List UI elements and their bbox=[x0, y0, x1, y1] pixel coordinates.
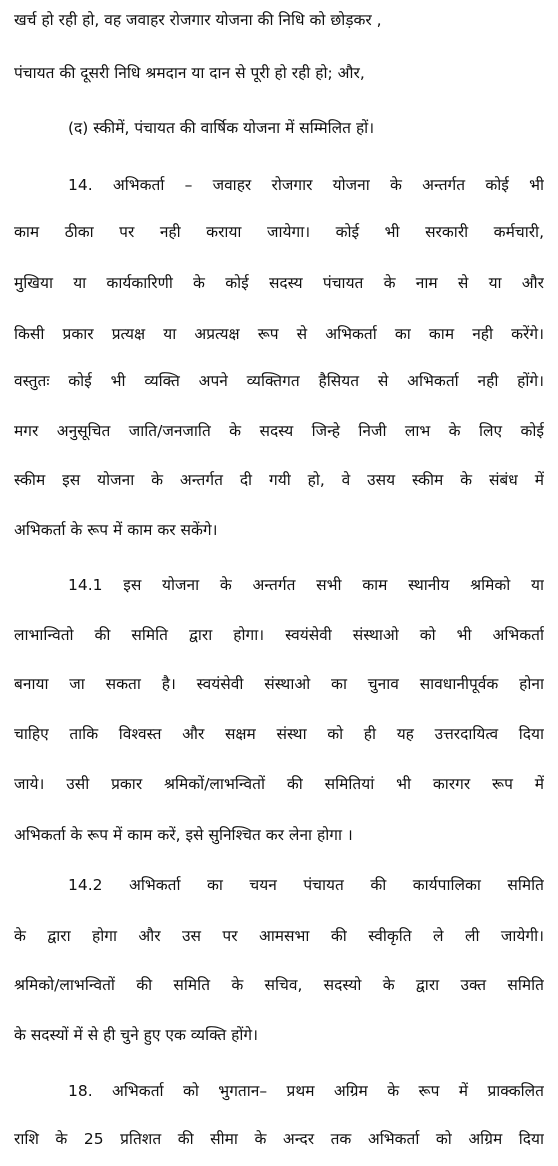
text-line: के सदस्यों में से ही चुने हुए एक व्यक्ति होंगे। bbox=[14, 1026, 258, 1044]
text-line: चाहिए ताकि विश्वस्त और सक्षम संस्था को ही यह उत्तरदायित्व दिया bbox=[14, 725, 544, 743]
text-line: लाभान्वितो की समिति द्वारा होगा। स्वयंसेवी संस्थाओ को भी अभिकर्ता bbox=[14, 626, 544, 644]
text-line: श्रमिको/लाभन्वितों की समिति के सचिव, सदस्यो के द्वारा उक्त समिति bbox=[14, 976, 544, 994]
text-line: के द्वारा होगा और उस पर आमसभा की स्वीकृति ले ली जायेगी। bbox=[14, 927, 544, 945]
text-line: किसी प्रकार प्रत्यक्ष या अप्रत्यक्ष रूप से अभिकर्ता का काम नही करेंगे। bbox=[14, 325, 544, 343]
text-line: जाये। उसी प्रकार श्रमिकों/लाभन्वितों की समितियां भी कारगर रूप में bbox=[14, 775, 544, 793]
text-line: खर्च हो रही हो, वह जवाहर रोजगार योजना की निधि को छोड़कर , bbox=[14, 11, 382, 29]
text-line: मगर अनुसूचित जाति/जनजाति के सदस्य जिन्हे निजी लाभ के लिए कोई bbox=[14, 422, 544, 440]
text-line: अभिकर्ता के रूप में काम कर सकेंगे। bbox=[14, 521, 218, 539]
paragraph-14-1-heading: 14.1 इस योजना के अन्तर्गत सभी काम स्थानीय श्रमिको या bbox=[68, 576, 544, 594]
paragraph-14-2-heading: 14.2 अभिकर्ता का चयन पंचायत की कार्यपालिका समिति bbox=[68, 876, 544, 894]
text-line: काम ठीका पर नही कराया जायेगा। कोई भी सरकारी कर्मचारी, bbox=[14, 223, 544, 241]
paragraph-18-heading: 18. अभिकर्ता को भुगतान– प्रथम अग्रिम के रूप में प्राक्कलित bbox=[68, 1082, 544, 1100]
text-line: पंचायत की दूसरी निधि श्रमदान या दान से पूरी हो रही हो; और, bbox=[14, 64, 365, 82]
text-line: अभिकर्ता के रूप में काम करें, इसे सुनिश्चित कर लेना होगा । bbox=[14, 826, 353, 844]
text-line: बनाया जा सकता है। स्वयंसेवी संस्थाओ का चुनाव सावधानीपूर्वक होना bbox=[14, 675, 544, 693]
text-line: वस्तुतः कोई भी व्यक्ति अपने व्यक्तिगत हैसियत से अभिकर्ता नही होंगे। bbox=[14, 372, 544, 390]
text-line: मुखिया या कार्यकारिणी के कोई सदस्य पंचायत के नाम से या और bbox=[14, 274, 544, 292]
text-line: स्कीम इस योजना के अन्तर्गत दी गयी हो, वे उसय स्कीम के संबंध में bbox=[14, 471, 544, 489]
text-line: राशि के 25 प्रतिशत की सीमा के अन्दर तक अभिकर्ता को अग्रिम दिया bbox=[14, 1130, 544, 1148]
text-line: (द) स्कीमें, पंचायत की वार्षिक योजना में सम्मिलित हों। bbox=[68, 119, 375, 137]
paragraph-14-heading: 14. अभिकर्ता – जवाहर रोजगार योजना के अन्तर्गत कोई भी bbox=[68, 176, 544, 194]
